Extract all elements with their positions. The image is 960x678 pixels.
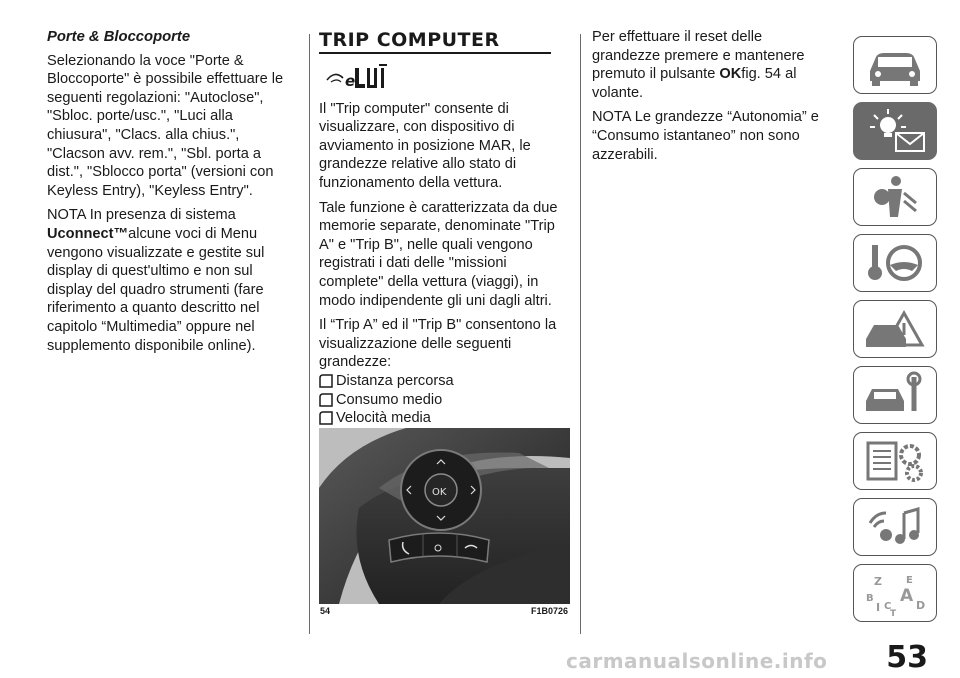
- tab-avviamento-guida[interactable]: [853, 234, 937, 292]
- svg-text:e: e: [345, 71, 356, 90]
- index-letter: C: [884, 601, 892, 612]
- reset-text-a: Per effettuare il reset delle grandezze premere e mantenere premuto il pulsante: [592, 29, 805, 83]
- watermark: carmanualsonline.info: [566, 649, 828, 673]
- index-letter: E: [906, 575, 913, 586]
- column-divider-1: [309, 34, 310, 634]
- alphabetical-index-icon: [860, 569, 930, 617]
- index-letter: D: [916, 599, 926, 612]
- hybrid-version-symbol: [323, 60, 571, 96]
- note-uconnect: [47, 206, 297, 355]
- bullet-icon: [319, 374, 333, 388]
- car-crash-warning-icon: [860, 305, 930, 353]
- technical-data-gears-icon: [860, 437, 930, 485]
- index-letter: B: [866, 593, 874, 604]
- column-1: [47, 28, 297, 361]
- paragraph-trip-intro: Il "Trip computer" consente di visualizzare, con dispositivo di avviamento in posizione MAR, le grandezze relative allo stato di funzionamento della vettura.: [319, 100, 531, 191]
- subheading-porte-bloccoporte: Porte & Bloccoporte: [47, 29, 191, 45]
- tab-sicurezza[interactable]: [853, 168, 937, 226]
- list-item: [319, 391, 571, 410]
- bullet-icon: [319, 393, 333, 407]
- figure-code: F1B0726: [530, 606, 568, 616]
- list-item-label: Distanza percorsa: [336, 372, 454, 389]
- paragraph-reset: [592, 28, 832, 102]
- index-letter: T: [890, 609, 897, 617]
- list-item-label: Consumo medio: [336, 391, 443, 408]
- note-rest: alcune voci di Menu vengono visualizzate e gestite sul display di quest'ultimo e non sul display del quadro strumenti (fare riferimento a quanto descritto nel capitolo “Multimedia” oppure nel supplemento disponibile online).: [47, 225, 265, 354]
- note-prefix: NOTA In presenza di sistema: [47, 207, 236, 224]
- multimedia-music-icon: [860, 503, 930, 551]
- list-item: [319, 372, 571, 391]
- figure-steering-wheel-controls: [319, 428, 570, 604]
- reset-text-b: fig. 54 al volante.: [592, 66, 797, 101]
- column-2: [319, 28, 571, 446]
- paragraph-trip-grandezze: Il “Trip A” ed il "Trip B" consentono la visualizzazione delle seguenti grandezze:: [319, 317, 557, 371]
- tab-multimedia[interactable]: [853, 498, 937, 556]
- tab-quadro-strumenti[interactable]: [853, 102, 937, 160]
- tab-in-emergenza[interactable]: [853, 300, 937, 358]
- index-letter: I: [876, 601, 881, 614]
- tab-indice-alfabetico[interactable]: [853, 564, 937, 622]
- steering-wheel-image: [319, 428, 570, 604]
- tab-conoscenza-vettura[interactable]: [853, 36, 937, 94]
- bullet-icon: [319, 411, 333, 425]
- chapter-tabs: [853, 36, 937, 630]
- paragraph-trip-memories: Tale funzione è caratterizzata da due memorie separate, denominate "Trip A" e "Trip B", nelle quali vengono registrati i dati delle "missioni complete" della vettura (viaggi), in modo indipendente gli uni dagli altri.: [319, 199, 558, 309]
- warning-light-message-icon: [860, 107, 930, 155]
- car-wrench-icon: [860, 371, 930, 419]
- key-steering-wheel-icon: [860, 239, 930, 287]
- index-letter: A: [900, 586, 914, 606]
- paragraph-regolazioni: Selezionando la voce "Porte & Bloccoporte" è possibile effettuare le seguenti regolazioni: "Autoclose", "Sbloc. porte/usc.", "Luci alla chiusura", "Clacs. alla chius.", "Clacson avv. rem.", "Sbl. porta a dist.", "Sblocco porta" (versioni con Keyless Entry), "Keyless Entry".: [47, 52, 284, 199]
- note-non-azzerabili: NOTA Le grandezze “Autonomia” e “Consumo istantaneo” non sono azzerabili.: [592, 109, 819, 163]
- page-number: 53: [886, 640, 928, 675]
- elettrico-fuel-icon: [323, 60, 393, 96]
- airbag-safety-icon: [860, 173, 930, 221]
- car-front-icon: [860, 41, 930, 89]
- tab-manutenzione[interactable]: [853, 366, 937, 424]
- tab-dati-tecnici[interactable]: [853, 432, 937, 490]
- section-title-trip-computer: TRIP COMPUTER: [319, 31, 551, 54]
- list-item-label: Velocità media: [336, 410, 431, 427]
- column-divider-2: [580, 34, 581, 634]
- list-item: [319, 409, 571, 428]
- ok-button-label: OK: [432, 487, 447, 498]
- ok-bold: OK: [719, 66, 742, 83]
- index-letter: Z: [874, 575, 882, 588]
- note-uconnect-bold: Uconnect™: [47, 225, 129, 242]
- column-3: [592, 28, 832, 170]
- figure-number: 54: [320, 606, 331, 616]
